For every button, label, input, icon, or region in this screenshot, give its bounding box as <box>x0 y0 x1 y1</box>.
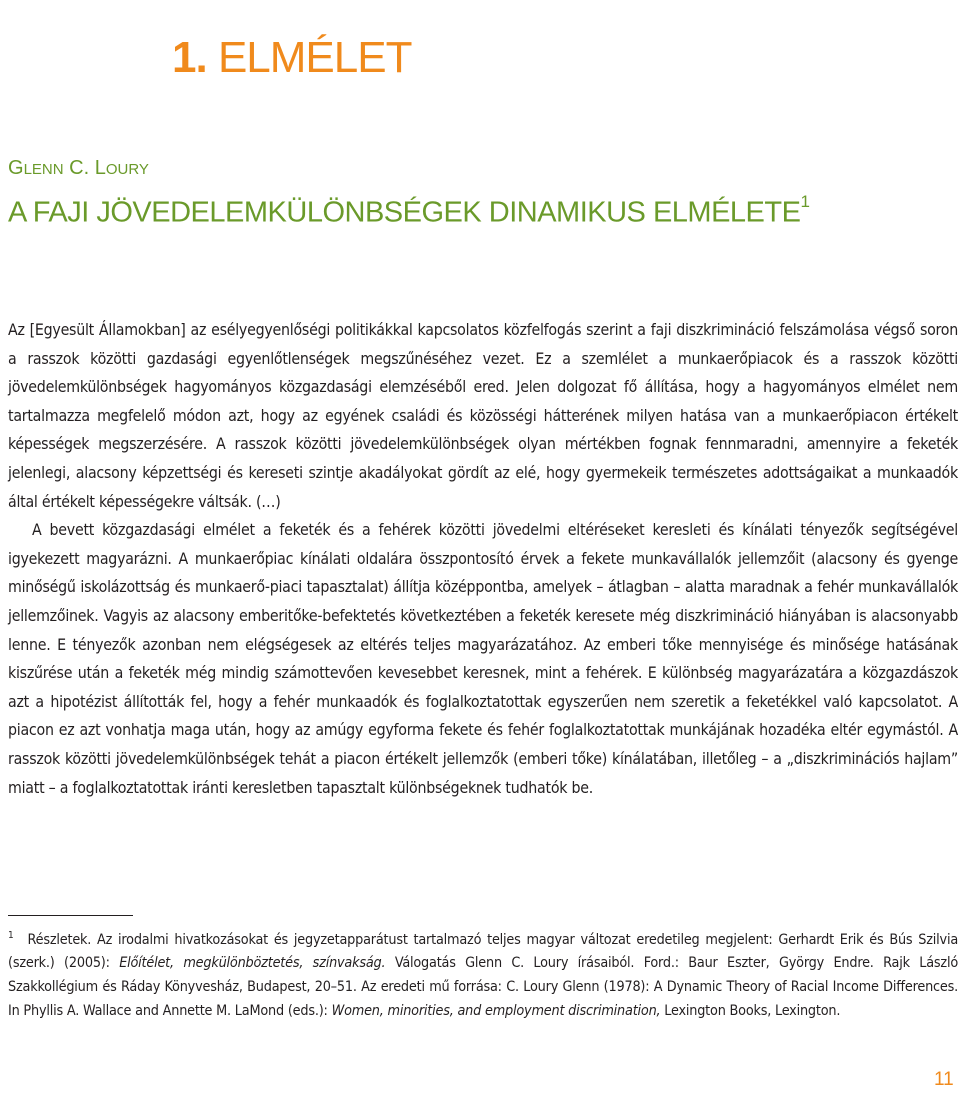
footnote-italic-title: Előítélet, megkülönböztetés, színvakság. <box>119 955 386 972</box>
footnote-text: Válogatás Glenn C. Loury írásaiból. Ford.: Baur Eszter, György Endre. Rajk László Szakkollégium és Ráday Könyvesház, Budapest, 20–51. Az eredeti mű forrása: C. Loury Glenn (1978): A Dynamic Theory of Racial Income Differences. In Phyllis A. Wallace and Annette M. LaMond (eds.): <box>8 955 958 1019</box>
page-number: 11 <box>934 1069 954 1090</box>
author-first-initial: G <box>8 157 24 179</box>
author-last-initial: L <box>94 157 106 179</box>
article-title <box>8 192 810 230</box>
author-last-rest: OURY <box>105 161 149 178</box>
author-name <box>8 157 149 180</box>
footnote <box>8 924 958 1024</box>
footnote-text: Lexington Books, Lexington. <box>660 1002 841 1019</box>
body-paragraph: Az [Egyesült Államokban] az esélyegyenlőségi politikákkal kapcsolatos közfelfogás szerint a faji diszkrimináció felszámolása végső soron a rasszok közötti gazdasági egyenlőtlenségek megszűnéséhez vezet. Ez a szemlélet a munkaerőpiacok és a rasszok közötti jövedelemkülönbségek hagyományos közgazdasági elemzéséből ered. Jelen dolgozat fő állítása, hogy a hagyományos elmélet nem tartalmazza megfelelő módon azt, hogy az egyének családi és közösségi hátterének milyen hatása van a munkaerőpiacon értékelt képességek megszerzésére. A rasszok közötti jövedelemkülönbségek olyan mértékben fognak fennmaradni, amennyire a feketék jelenlegi, alacsony képzettségi és kereseti szintje akadályokat gördít az elé, hogy gyermekeik természetes adottságaikat a munkaadók által értékelt képességekre váltsák. (…) <box>8 320 958 511</box>
article-body <box>8 316 958 802</box>
body-paragraph: A bevett közgazdasági elmélet a feketék és a fehérek közötti jövedelmi eltéréseket keresleti és kínálati tényezők segítségével igyekezett magyarázni. A munkaerőpiac kínálati oldalára összpontosító érvek a fekete munkavállalók jellemzőit (alacsony és gyenge minőségű iskolázottság és munkaerő-piaci tapasztalat) állítja középpontba, amelyek – átlagban – alatta maradnak a fehér munkavállalók jellemzőinek. Vagyis az alacsony emberitőke-befektetés következtében a feketék keresete még diszkrimináció hiányában is alacsonyabb lenne. E tényezők azonban nem elégségesek az eltérés teljes magyarázatához. Az emberi tőke mennyisége és minősége hatásának kiszűrése után a feketék még mindig számottevően kevesebbet keresnek, mint a fehérek. E különbség magyarázatára a közgazdászok azt a hipotézist állították fel, hogy a fehér munkaadók és foglalkoztatottak egyszerűen nem szeretik a feketékkel való kapcsolatot. A piacon ez azt vonhatja maga után, hogy az amúgy egyforma fekete és fehér foglalkoztatottak munkájának hozadéka eltér egymástól. A rasszok közötti jövedelemkülönbségek tehát a piacon értékelt jellemzők (emberi tőke) kínálatában, illetőleg – a „diszkriminációs hajlam” miatt – a foglalkoztatottak iránti keresletben tapasztalt különbségeknek tudhatók be. <box>8 520 958 797</box>
chapter-title: ELMÉLET <box>217 33 412 83</box>
chapter-number: 1. <box>172 33 207 83</box>
author-middle: C. <box>69 157 90 179</box>
footnote-divider <box>8 915 133 916</box>
author-first-rest: LENN <box>23 161 64 178</box>
article-title-text: A FAJI JÖVEDELEMKÜLÖNBSÉGEK DINAMIKUS ELMÉLETE <box>8 196 801 229</box>
footnote-text: Részletek. Az irodalmi hivatkozásokat és jegyzetapparátust tartalmazó teljes magyar változat eredetileg megjelent: Gerhardt Erik és Bús Szilvia (szerk.) (2005): <box>8 931 958 972</box>
chapter-heading <box>172 33 411 83</box>
footnote-italic-book: Women, minorities, and employment discrimination, <box>331 1002 661 1019</box>
title-footnote-ref: 1 <box>800 192 810 211</box>
footnote-mark: 1 <box>8 930 14 941</box>
